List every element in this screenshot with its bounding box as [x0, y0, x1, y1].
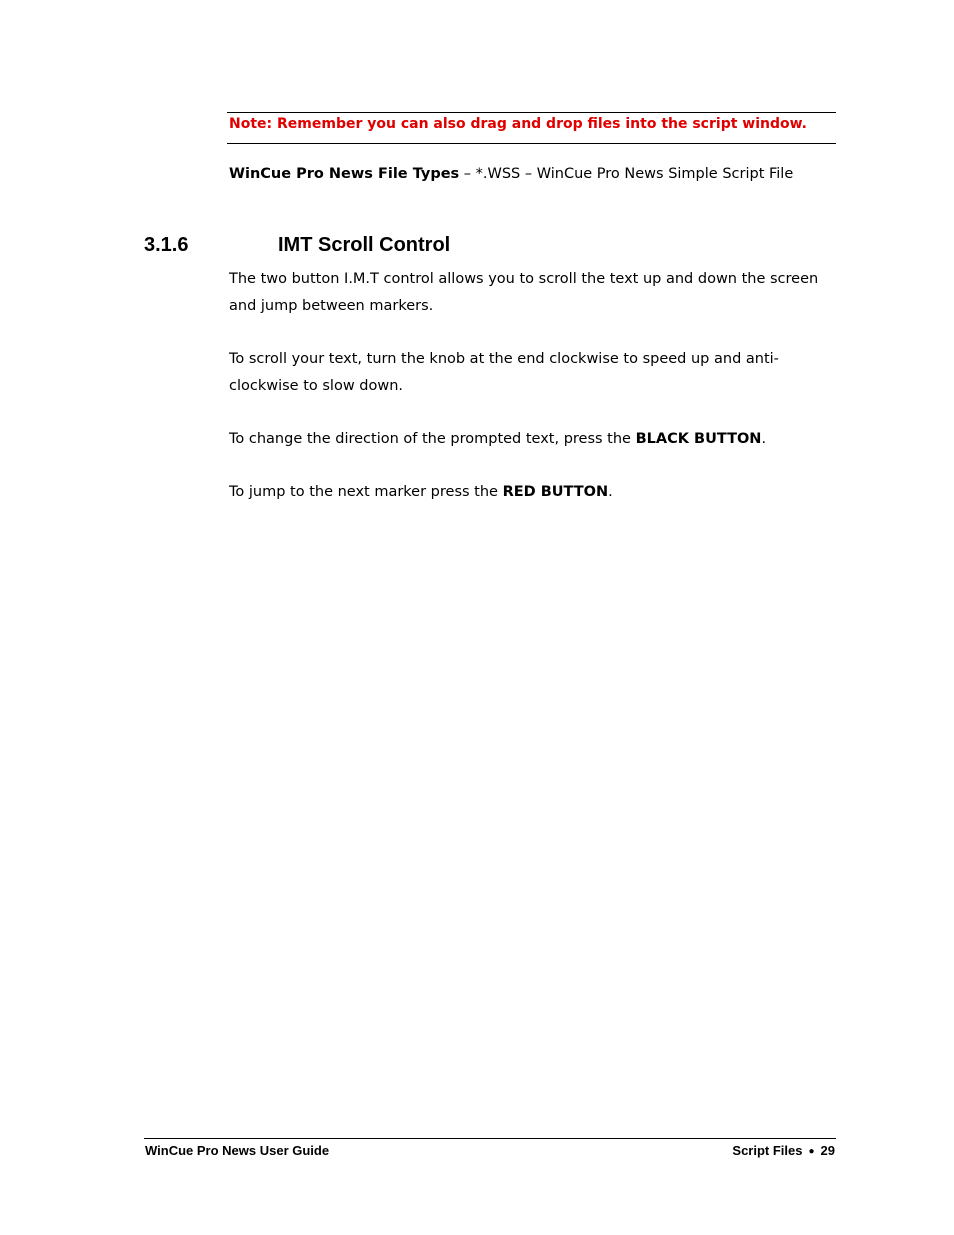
- paragraph-3: [229, 426, 835, 453]
- bullet-icon: ●: [808, 1146, 815, 1157]
- footer-rule: [144, 1138, 836, 1139]
- paragraph-3-end: .: [761, 431, 767, 447]
- file-types-label: WinCue Pro News File Types: [229, 166, 460, 182]
- note-text: Note: Remember you can also drag and drop files into the script window.: [229, 116, 807, 132]
- footer-page-info: [732, 1143, 835, 1158]
- red-button-label: RED BUTTON: [502, 484, 609, 500]
- paragraph-4: [229, 479, 835, 506]
- section-number: 3.1.6: [144, 234, 189, 256]
- black-button-label: BLACK BUTTON: [635, 431, 762, 447]
- file-types-value: – *.WSS – WinCue Pro News Simple Script File: [459, 166, 794, 182]
- paragraph-4-text: To jump to the next marker press the: [229, 484, 503, 500]
- paragraph-2: To scroll your text, turn the knob at the end clockwise to speed up and anti-clockwise to slow down.: [229, 351, 779, 394]
- note-box: [227, 112, 836, 144]
- file-types-line: [229, 161, 835, 188]
- paragraph-4-end: .: [608, 484, 613, 500]
- section-title: IMT Scroll Control: [278, 234, 451, 256]
- footer-section: Script Files: [732, 1143, 803, 1158]
- paragraph-1: The two button I.M.T control allows you to scroll the text up and down the screen and jump between markers.: [229, 271, 819, 314]
- page-number: 29: [820, 1143, 835, 1158]
- paragraph-3-text: To change the direction of the prompted text, press the: [229, 431, 636, 447]
- footer-title: WinCue Pro News User Guide: [145, 1143, 330, 1158]
